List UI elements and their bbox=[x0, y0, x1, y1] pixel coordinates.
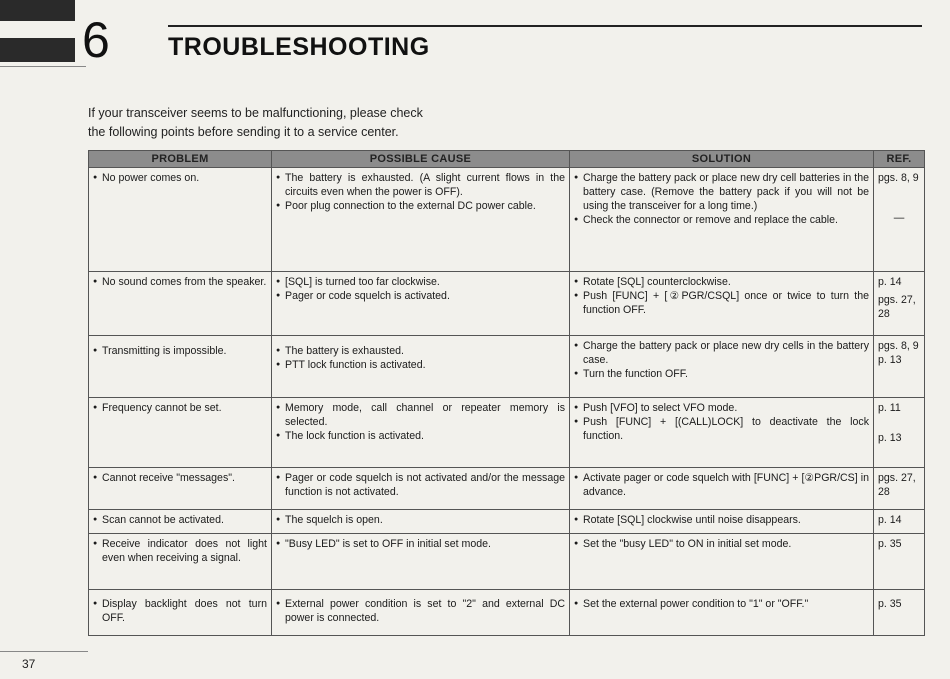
chapter-divider bbox=[0, 66, 86, 67]
solution-item: ● Charge the battery pack or place new dry cells in the battery case. bbox=[574, 339, 869, 367]
ref-text: p. 14 bbox=[878, 514, 902, 526]
cause-cell bbox=[272, 468, 570, 510]
solution-cell bbox=[570, 168, 874, 272]
intro-line-1: If your transceiver seems to be malfunctioning, please check bbox=[88, 106, 423, 120]
problem-text: ● Transmitting is impossible. bbox=[93, 344, 267, 358]
problem-text: ● No power comes on. bbox=[93, 171, 267, 185]
solution-item: ● Turn the function OFF. bbox=[574, 367, 869, 381]
table-row bbox=[89, 398, 925, 468]
solution-item: ● Set the "busy LED" to ON in initial set mode. bbox=[574, 537, 869, 551]
solution-item: ● Activate pager or code squelch with [FUNC] + [②PGR/CS] in advance. bbox=[574, 471, 869, 499]
ref-cell bbox=[874, 534, 925, 590]
solution-item: ● Charge the battery pack or place new dry cell batteries in the battery case. (Remove the battery pack if you will not be using the transceiver for a long time.) bbox=[574, 171, 869, 213]
solution-item: ● Push [VFO] to select VFO mode. bbox=[574, 401, 869, 415]
cause-item: ● "Busy LED" is set to OFF in initial set mode. bbox=[276, 537, 565, 551]
cause-item: ● Memory mode, call channel or repeater memory is selected. bbox=[276, 401, 565, 429]
solution-cell bbox=[570, 590, 874, 636]
solution-cell bbox=[570, 336, 874, 398]
cause-item: ● External power condition is set to "2" and external DC power is connected. bbox=[276, 597, 565, 625]
table-header-row bbox=[89, 151, 925, 168]
solution-item: ● Push [FUNC] + [②PGR/CSQL] once or twice to turn the function OFF. bbox=[574, 289, 869, 317]
cause-cell bbox=[272, 336, 570, 398]
chapter-number: 6 bbox=[82, 12, 110, 68]
cause-item: ● PTT lock function is activated. bbox=[276, 358, 565, 372]
table-row bbox=[89, 590, 925, 636]
solution-cell bbox=[570, 510, 874, 534]
ref-cell bbox=[874, 398, 925, 468]
cause-cell bbox=[272, 272, 570, 336]
ref-cell bbox=[874, 336, 925, 398]
chapter-tab-top bbox=[0, 0, 75, 21]
cause-cell bbox=[272, 534, 570, 590]
problem-text: ● Cannot receive "messages". bbox=[93, 471, 267, 485]
ref-text: p. 14 bbox=[878, 276, 902, 288]
cause-cell bbox=[272, 168, 570, 272]
solution-item: ● Check the connector or remove and replace the cable. bbox=[574, 213, 869, 227]
solution-cell bbox=[570, 398, 874, 468]
solution-cell bbox=[570, 272, 874, 336]
problem-text: ● No sound comes from the speaker. bbox=[93, 275, 267, 289]
ref-text: p. 35 bbox=[878, 598, 902, 610]
problem-cell bbox=[89, 534, 272, 590]
cause-cell bbox=[272, 398, 570, 468]
solution-item: ● Rotate [SQL] counterclockwise. bbox=[574, 275, 869, 289]
ref-cell bbox=[874, 510, 925, 534]
cause-item: ● [SQL] is turned too far clockwise. bbox=[276, 275, 565, 289]
problem-cell bbox=[89, 168, 272, 272]
ref-text: pgs. 8, 9 bbox=[878, 340, 919, 352]
solution-item: ● Set the external power condition to "1" or "OFF." bbox=[574, 597, 869, 611]
ref-text: p. 13 bbox=[878, 354, 902, 366]
table-row bbox=[89, 272, 925, 336]
chapter-tab-bar bbox=[0, 38, 75, 62]
cause-item: ● The squelch is open. bbox=[276, 513, 565, 527]
cause-item: ● Poor plug connection to the external DC power cable. bbox=[276, 199, 565, 213]
solution-cell bbox=[570, 534, 874, 590]
title-rule bbox=[168, 25, 922, 27]
cause-item: ● Pager or code squelch is not activated and/or the message function is not activated. bbox=[276, 471, 565, 499]
solution-cell bbox=[570, 468, 874, 510]
problem-cell bbox=[89, 510, 272, 534]
problem-text: ● Frequency cannot be set. bbox=[93, 401, 267, 415]
ref-text: p. 35 bbox=[878, 538, 902, 550]
solution-item: ● Rotate [SQL] clockwise until noise disappears. bbox=[574, 513, 869, 527]
ref-text: pgs. 27, 28 bbox=[878, 472, 916, 498]
problem-text: ● Display backlight does not turn OFF. bbox=[93, 597, 267, 625]
intro-text bbox=[88, 104, 548, 142]
cause-cell bbox=[272, 510, 570, 534]
ref-text: pgs. 8, 9 bbox=[878, 172, 919, 184]
problem-text: ● Receive indicator does not light even when receiving a signal. bbox=[93, 537, 267, 565]
ref-text: pgs. 27, 28 bbox=[878, 294, 916, 320]
problem-cell bbox=[89, 398, 272, 468]
problem-cell bbox=[89, 468, 272, 510]
cause-item: ● Pager or code squelch is activated. bbox=[276, 289, 565, 303]
ref-cell bbox=[874, 468, 925, 510]
table-row bbox=[89, 510, 925, 534]
header-ref: REF. bbox=[874, 151, 925, 168]
solution-item: ● Push [FUNC] + [(CALL)LOCK] to deactivate the lock function. bbox=[574, 415, 869, 443]
cause-item: ● The battery is exhausted. bbox=[276, 344, 565, 358]
ref-cell bbox=[874, 272, 925, 336]
ref-cell bbox=[874, 590, 925, 636]
problem-text: ● Scan cannot be activated. bbox=[93, 513, 267, 527]
cause-item: ● The lock function is activated. bbox=[276, 429, 565, 443]
header-solution: SOLUTION bbox=[570, 151, 874, 168]
cause-item: ● The battery is exhausted. (A slight current flows in the circuits even when the power is OFF). bbox=[276, 171, 565, 199]
ref-text: p. 11 bbox=[878, 402, 901, 414]
problem-cell bbox=[89, 590, 272, 636]
cause-cell bbox=[272, 590, 570, 636]
table-row bbox=[89, 468, 925, 510]
ref-text: p. 13 bbox=[878, 432, 902, 444]
problem-cell bbox=[89, 336, 272, 398]
header-possible-cause: POSSIBLE CAUSE bbox=[272, 151, 570, 168]
page-number: 37 bbox=[22, 657, 36, 671]
intro-line-2: the following points before sending it to a service center. bbox=[88, 125, 399, 139]
page-number-rule bbox=[0, 651, 88, 652]
problem-cell bbox=[89, 272, 272, 336]
table-row bbox=[89, 534, 925, 590]
table-row bbox=[89, 336, 925, 398]
header-problem: PROBLEM bbox=[89, 151, 272, 168]
ref-cell bbox=[874, 168, 925, 272]
chapter-title: TROUBLESHOOTING bbox=[168, 33, 430, 61]
ref-text: — bbox=[893, 212, 905, 224]
troubleshooting-table bbox=[88, 150, 925, 636]
table-row bbox=[89, 168, 925, 272]
